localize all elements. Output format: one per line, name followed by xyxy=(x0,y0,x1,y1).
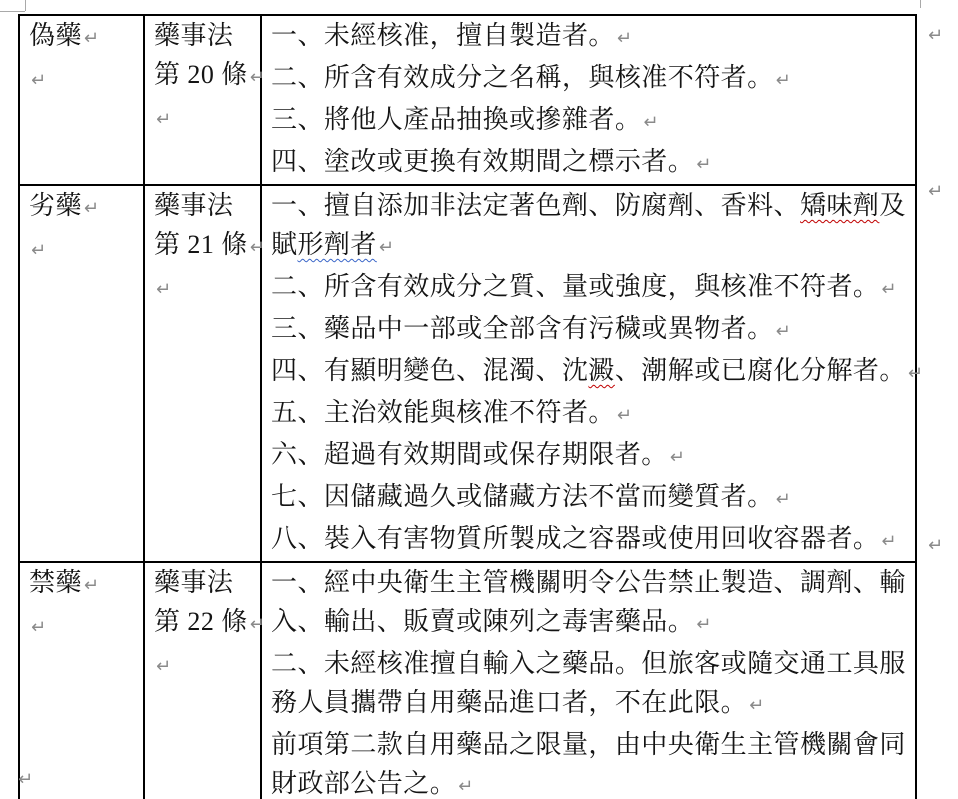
content-text: 一、擅自添加非法定著色劑、防腐劑、香料、 xyxy=(271,191,801,220)
content-line xyxy=(271,351,923,393)
pilcrow-mark: ↵ xyxy=(616,28,632,49)
law-title-text: 藥事法 xyxy=(154,191,234,220)
content-text: 務人員攜帶自用藥品進口者，不在此限。 xyxy=(271,688,748,717)
law-title-text: 藥事法 xyxy=(154,568,234,597)
pilcrow-mark: ↵ xyxy=(156,656,172,677)
content-text: 財政部公告之。 xyxy=(271,769,457,798)
law-article-number: 第 20 條 xyxy=(154,60,248,89)
pilcrow-mark: ↵ xyxy=(928,535,944,556)
pilcrow-mark: ↵ xyxy=(31,240,47,261)
law-cell xyxy=(144,15,265,185)
pilcrow-mark: ↵ xyxy=(881,279,897,300)
pilcrow-mark: ↵ xyxy=(458,776,474,797)
content-text: 三、將他人產品抽換或摻雜者。 xyxy=(271,105,642,134)
pilcrow-mark: ↵ xyxy=(775,321,791,342)
cutoff-border-artifact xyxy=(0,11,25,12)
content-line xyxy=(271,725,909,764)
pilcrow-mark: ↵ xyxy=(907,363,923,384)
pilcrow-mark: ↵ xyxy=(249,67,265,88)
law-article-number: 第 21 條 xyxy=(154,230,248,259)
content-line xyxy=(271,16,909,58)
pilcrow-mark: ↵ xyxy=(31,617,47,638)
content-line xyxy=(271,100,909,142)
content-line xyxy=(271,309,909,351)
empty-paragraph xyxy=(154,97,254,139)
empty-paragraph xyxy=(29,605,137,647)
term-cell xyxy=(19,15,144,185)
content-text: 八、裝入有害物質所製成之容器或使用回收容器者。 xyxy=(271,524,880,553)
pilcrow-mark: ↵ xyxy=(928,181,944,202)
pilcrow-mark: ↵ xyxy=(83,575,99,596)
content-text: 一、經中央衛生主管機關明令公告禁止製造、調劑、輸 xyxy=(271,568,906,597)
content-text: 一、未經核准，擅自製造者。 xyxy=(271,21,615,50)
pilcrow-mark: ↵ xyxy=(18,769,34,790)
content-cell xyxy=(261,562,916,799)
content-line xyxy=(271,519,909,561)
pilcrow-mark: ↵ xyxy=(928,25,944,46)
pilcrow-mark: ↵ xyxy=(31,70,47,91)
content-text: 七、因儲藏過久或儲藏方法不當而變質者。 xyxy=(271,482,774,511)
table-row xyxy=(19,15,916,185)
content-text: 二、未經核准擅自輸入之藥品。但旅客或隨交通工具服 xyxy=(271,649,906,678)
content-line xyxy=(271,225,909,267)
content-line xyxy=(271,602,909,644)
pilcrow-mark: ↵ xyxy=(696,614,712,635)
pilcrow-mark: ↵ xyxy=(881,531,897,552)
empty-paragraph xyxy=(29,228,137,270)
drug-category-label: 劣藥 xyxy=(29,191,82,220)
pilcrow-mark: ↵ xyxy=(775,489,791,510)
content-line xyxy=(271,142,909,184)
content-text: 五、主治效能與核准不符者。 xyxy=(271,398,615,427)
table-row xyxy=(19,562,916,799)
cutoff-border-artifact xyxy=(920,0,921,8)
law-article-text xyxy=(154,602,265,644)
content-text: 二、所含有效成分之質、量或強度，與核准不符者。 xyxy=(271,272,880,301)
pilcrow-mark: ↵ xyxy=(156,279,172,300)
squiggle-flagged-text: 形劑者 xyxy=(297,230,377,259)
term-text xyxy=(29,186,137,228)
content-line xyxy=(271,435,909,477)
content-line xyxy=(271,477,909,519)
law-cell xyxy=(144,562,265,799)
law-cell xyxy=(144,185,265,562)
pilcrow-mark: ↵ xyxy=(775,70,791,91)
content-line xyxy=(271,58,909,100)
content-line xyxy=(271,764,909,799)
term-text xyxy=(29,563,137,605)
content-line xyxy=(271,186,909,225)
pilcrow-mark: ↵ xyxy=(643,112,659,133)
pilcrow-mark: ↵ xyxy=(156,109,172,130)
drug-category-label: 偽藥 xyxy=(29,21,82,50)
law-article-text xyxy=(154,55,265,97)
drug-category-label: 禁藥 xyxy=(29,568,82,597)
law-article-number: 第 22 條 xyxy=(154,607,248,636)
pilcrow-mark: ↵ xyxy=(83,28,99,49)
pilcrow-mark: ↵ xyxy=(749,695,765,716)
content-line xyxy=(271,644,909,683)
pilcrow-mark: ↵ xyxy=(669,447,685,468)
content-line xyxy=(271,563,909,602)
pilcrow-mark: ↵ xyxy=(249,237,265,258)
squiggle-flagged-text: 澱 xyxy=(588,356,615,385)
cutoff-border-artifact xyxy=(25,0,26,11)
empty-paragraph xyxy=(154,644,254,686)
content-text: 前項第二款自用藥品之限量，由中央衛生主管機關會同 xyxy=(271,730,906,759)
content-line xyxy=(271,683,909,725)
content-text: 二、所含有效成分之名稱，與核准不符者。 xyxy=(271,63,774,92)
pilcrow-mark: ↵ xyxy=(83,198,99,219)
content-text: 入、輸出、販賣或陳列之毒害藥品。 xyxy=(271,607,695,636)
term-text xyxy=(29,16,137,58)
content-text: 三、藥品中一部或全部含有污穢或異物者。 xyxy=(271,314,774,343)
pilcrow-mark: ↵ xyxy=(249,614,265,635)
content-line xyxy=(271,393,909,435)
content-text: 及 xyxy=(879,191,906,220)
pilcrow-mark: ↵ xyxy=(616,405,632,426)
content-text: 六、超過有效期間或保存期限者。 xyxy=(271,440,668,469)
empty-paragraph xyxy=(29,58,137,100)
squiggle-flagged-text: 矯味劑 xyxy=(800,191,880,220)
content-text: 賦 xyxy=(271,230,298,259)
pilcrow-mark: ↵ xyxy=(696,154,712,175)
law-title-text: 藥事法 xyxy=(154,21,234,50)
term-cell xyxy=(19,185,144,562)
content-line xyxy=(271,267,909,309)
content-text: 四、塗改或更換有效期間之標示者。 xyxy=(271,147,695,176)
table-row xyxy=(19,185,916,562)
content-text: 、潮解或已腐化分解者。 xyxy=(614,356,906,385)
content-text: 四、有顯明變色、混濁、沈 xyxy=(271,356,589,385)
law-article-text xyxy=(154,225,265,267)
term-cell xyxy=(19,562,144,799)
content-cell xyxy=(261,185,923,562)
pilcrow-mark: ↵ xyxy=(378,237,394,258)
empty-paragraph xyxy=(154,267,254,309)
drug-classification-table xyxy=(18,14,923,799)
content-cell xyxy=(261,15,916,185)
